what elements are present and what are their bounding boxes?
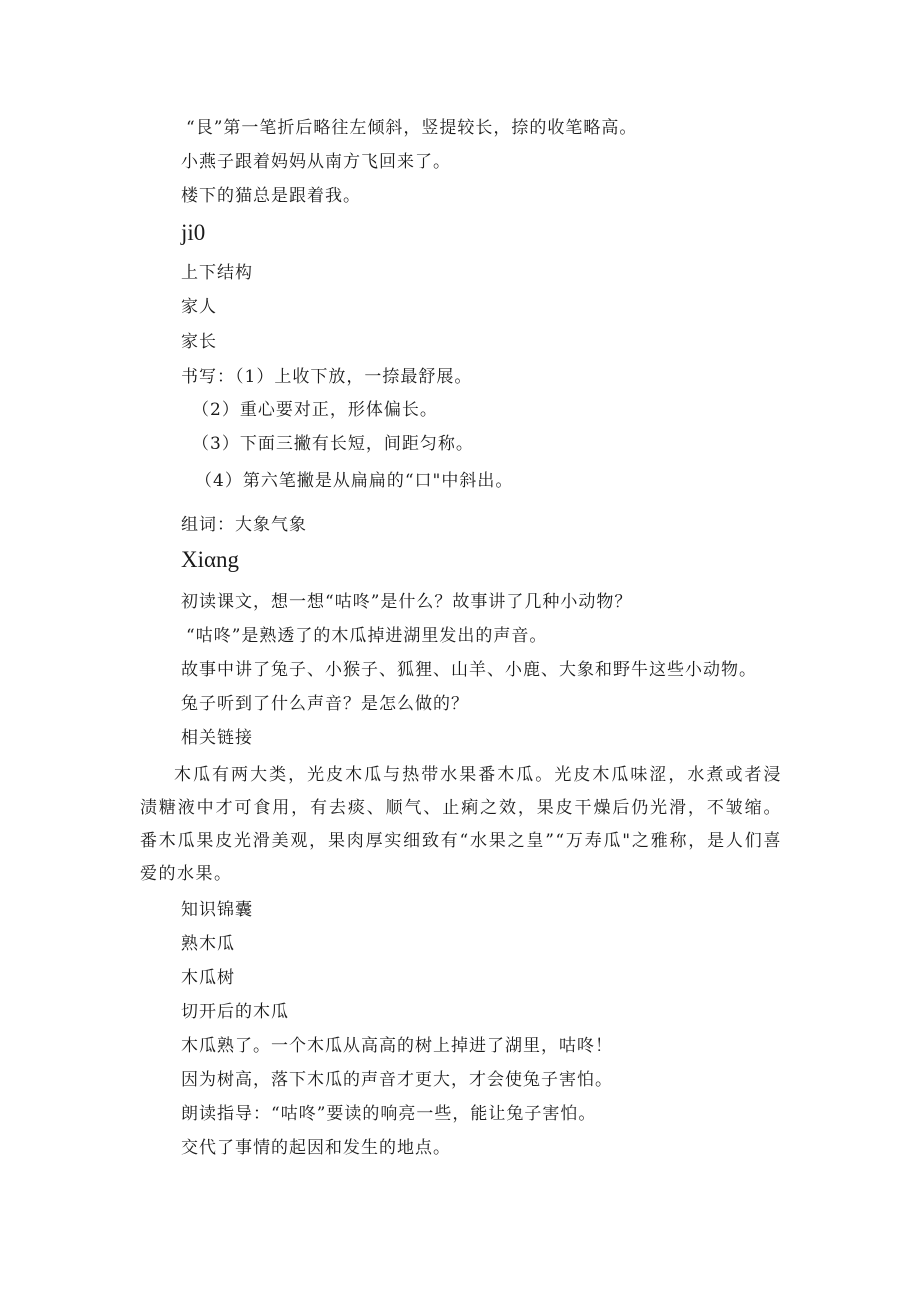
example-sentence-1: 小燕子跟着妈妈从南方飞回来了。 xyxy=(181,152,451,172)
question-1: 初读课文，想一想“咕咚”是什么？故事讲了几种小动物？ xyxy=(181,592,633,612)
structure-label: 上下结构 xyxy=(181,263,253,283)
writing-tip-3: （3）下面三撇有长短，间距匀称。 xyxy=(192,434,474,454)
story-line-1: 木瓜熟了。一个木瓜从高高的树上掉进了湖里，咕咚！ xyxy=(181,1036,613,1056)
stroke-note-line: “艮”第一笔折后略往左倾斜，竖提较长，捺的收笔略高。 xyxy=(186,118,638,138)
caption-ripe-papaya: 熟木瓜 xyxy=(181,934,235,954)
word-2: 家长 xyxy=(181,332,217,352)
example-sentence-2: 楼下的猫总是跟着我。 xyxy=(181,186,361,206)
word-1: 家人 xyxy=(181,297,217,317)
papaya-paragraph: 木瓜有两大类，光皮木瓜与热带水果番木瓜。光皮木瓜味涩，水煮或者浸渍糖液中才可食用，有去痰、顺气、止痢之效，果皮干燥后仍光滑，不皱缩。番木瓜果皮光滑美观，果肉厚实细致有“水果之皇”“万寿瓜"之雅称，是人们喜爱的水果。 xyxy=(140,765,782,884)
question-2: 兔子听到了什么声音？是怎么做的？ xyxy=(181,694,469,714)
answer-1: “咕咚”是熟透了的木瓜掉进湖里发出的声音。 xyxy=(186,626,548,646)
writing-tip-1: 书写：（1）上收下放，一捺最舒展。 xyxy=(181,367,473,387)
pinyin-heading-1: ji0 xyxy=(181,220,206,245)
related-link-heading: 相关链接 xyxy=(181,728,253,748)
caption-papaya-tree: 木瓜树 xyxy=(181,968,235,988)
writing-tip-4: （4）第六笔撇是从扁扁的“口"中斜出。 xyxy=(195,471,514,491)
word-group-line: 组词：大象气象 xyxy=(181,515,307,535)
caption-cut-papaya: 切开后的木瓜 xyxy=(181,1002,289,1022)
summary-line: 交代了事情的起因和发生的地点。 xyxy=(181,1138,451,1158)
knowledge-heading: 知识锦囊 xyxy=(181,900,253,920)
pinyin-heading-2: Xiαng xyxy=(181,547,240,572)
answer-2: 故事中讲了兔子、小猴子、狐狸、山羊、小鹿、大象和野牛这些小动物。 xyxy=(181,660,757,680)
story-line-2: 因为树高，落下木瓜的声音才更大，才会使兔子害怕。 xyxy=(181,1070,613,1090)
reading-guide-line: 朗读指导：“咕咚”要读的响亮一些，能让兔子害怕。 xyxy=(181,1104,597,1124)
writing-tip-2: （2）重心要对正，形体偏长。 xyxy=(192,400,438,420)
